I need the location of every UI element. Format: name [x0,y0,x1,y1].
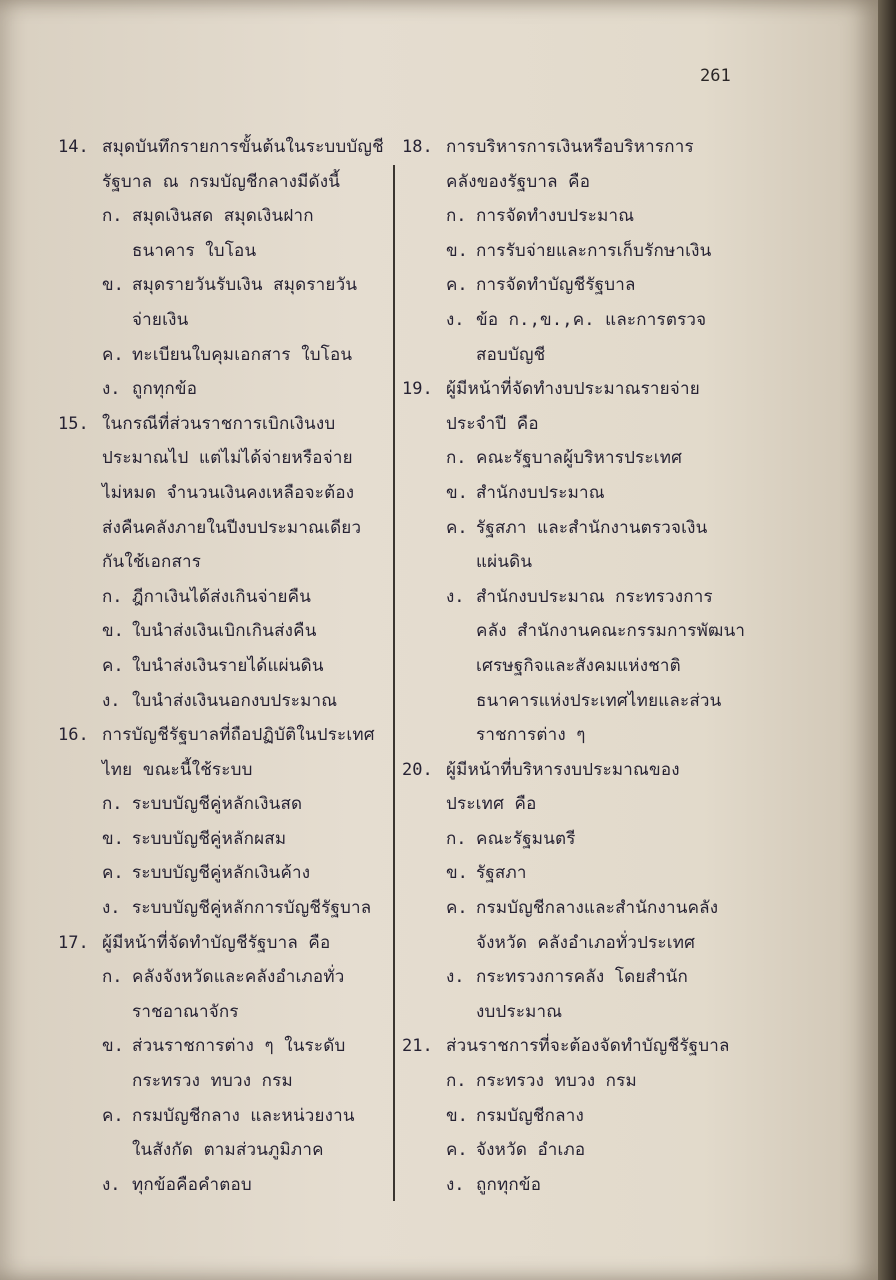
answer-option [402,960,742,995]
option-text: การรับจ่ายและการเก็บรักษาเงิน [476,240,712,261]
option-text: คลังจังหวัดและคลังอำเภอทั่ว [132,967,345,988]
question-text: ส่วนราชการที่จะต้องจัดทำบัญชีรัฐบาล [446,1036,730,1057]
question-item [402,753,742,1030]
option-letter: ข. [102,621,124,642]
option-text: ในสังกัด ตามส่วนภูมิภาค [132,1140,324,1161]
option-letter: ง. [446,1174,465,1195]
question-item [402,1029,742,1202]
answer-option [58,1029,394,1064]
question-text: สมุดบันทึกรายการขั้นต้นในระบบบัญชี [102,137,384,157]
answer-option [58,199,394,234]
answer-option-continuation [402,614,746,649]
option-text: ราชการต่าง ๆ [476,725,586,746]
answer-option [402,1168,742,1203]
option-text: ทะเบียนใบคุมเอกสาร ใบโอน [132,344,353,365]
option-letter: ข. [446,1105,468,1126]
option-text: ถูกทุกข้อ [132,379,198,400]
option-text: การจัดทำงบประมาณ [476,206,635,227]
answer-option [58,891,394,926]
option-letter: ก. [102,586,123,607]
question-line [58,130,394,165]
page-edge [878,0,896,1280]
option-text: สมุดเงินสด สมุดเงินฝาก [132,206,314,227]
option-text: ธนาคาร ใบโอน [132,240,257,261]
option-letter: ค. [102,344,124,365]
question-line [58,407,394,442]
option-text: กรมบัญชีกลางและสำนักงานคลัง [476,898,719,919]
option-letter: ก. [446,1071,467,1092]
answer-option [58,580,394,615]
answer-option-continuation [402,684,742,719]
option-text: แผ่นดิน [476,552,533,573]
option-text: กระทรวงการคลัง โดยสำนัก [476,967,689,988]
page-number: 261 [700,66,731,86]
answer-option-continuation [402,649,742,684]
option-letter: ข. [102,828,124,849]
option-text: ราชอาณาจักร [132,1001,239,1022]
answer-option [58,372,394,407]
option-letter: ค. [102,863,124,884]
option-text: ใบนำส่งเงินเบิกเกินส่งคืน [132,621,317,642]
question-text: ไทย ขณะนี้ใช้ระบบ [102,759,253,780]
option-letter: ค. [446,898,468,919]
answer-option [402,1133,742,1168]
question-number: 15. [58,413,89,434]
question-text: การบัญชีรัฐบาลที่ถือปฏิบัติในประเทศ [102,725,375,746]
left-column [58,130,394,1202]
answer-option-continuation [402,995,742,1030]
question-number: 21. [402,1036,433,1057]
answer-option [58,787,394,822]
option-text: งบประมาณ [476,1001,563,1022]
question-continuation-line [58,511,394,546]
question-number: 16. [58,725,89,746]
question-item [58,718,394,926]
answer-option [402,303,742,338]
option-text: ระบบบัญชีคู่หลักผสม [132,828,287,849]
answer-option-continuation [402,338,742,373]
option-text: จังหวัด อำเภอ [476,1140,586,1161]
option-text: ฎีกาเงินได้ส่งเกินจ่ายคืน [132,586,312,607]
option-text: ระบบบัญชีคู่หลักเงินค้าง [132,863,311,884]
question-continuation-line [402,165,742,200]
answer-option [402,1099,742,1134]
answer-option [58,614,394,649]
question-continuation-line [58,545,394,580]
option-text: ระบบบัญชีคู่หลักการบัญชีรัฐบาล [132,898,372,919]
question-item [402,130,742,372]
option-letter: ข. [446,482,468,503]
option-text: การจัดทำบัญชีรัฐบาล [476,275,636,296]
option-letter: ง. [446,967,465,988]
option-letter: ก. [446,828,467,849]
question-number: 14. [58,137,89,157]
question-line [402,372,742,407]
question-item [58,407,394,718]
option-letter: ก. [446,206,467,227]
option-letter: ค. [446,517,468,538]
answer-option [402,268,742,303]
option-letter: ข. [102,1036,124,1057]
option-letter: ง. [446,586,465,607]
answer-option [58,684,394,719]
answer-option [58,1168,394,1203]
option-letter: ง. [102,898,121,919]
answer-option-continuation [58,1064,394,1099]
question-text: ประจำปี คือ [446,413,539,434]
option-text: กระทรวง ทบวง กรม [132,1071,293,1092]
option-letter: ง. [102,1174,121,1195]
answer-option [402,580,742,615]
option-text: สำนักงบประมาณ กระทรวงการ [476,586,713,607]
question-text: ผู้มีหน้าที่บริหารงบประมาณของ [446,759,680,780]
option-text: คณะรัฐบาลผู้บริหารประเทศ [476,448,683,469]
right-column [402,130,746,1202]
answer-option [402,822,742,857]
option-text: ธนาคารแห่งประเทศไทยและส่วน [476,690,722,711]
question-continuation-line [58,753,394,788]
answer-option [402,234,742,269]
option-text: ถูกทุกข้อ [476,1174,542,1195]
answer-option [58,268,394,303]
option-letter: ข. [446,863,468,884]
answer-option [58,649,394,684]
option-text: ข้อ ก.,ข.,ค. และการตรวจ [476,309,707,330]
answer-option [58,856,394,891]
option-text: กรมบัญชีกลาง และหน่วยงาน [132,1105,355,1126]
question-item [58,926,394,1203]
option-text: สอบบัญชี [476,344,546,365]
option-text: ระบบบัญชีคู่หลักเงินสด [132,794,303,815]
option-text: รัฐสภา [476,863,527,884]
question-number: 19. [402,379,433,400]
question-continuation-line [58,441,394,476]
question-number: 18. [402,137,433,157]
option-text: คลัง สำนักงานคณะกรรมการพัฒนา [476,621,746,642]
answer-option [402,1064,742,1099]
answer-option [402,441,742,476]
question-text: ประมาณไป แต่ไม่ได้จ่ายหรือจ่าย [102,448,353,469]
answer-option [58,338,394,373]
option-text: กระทรวง ทบวง กรม [476,1071,637,1092]
answer-option-continuation [58,303,394,338]
option-letter: ค. [446,1140,468,1161]
answer-option-continuation [58,234,394,269]
option-letter: ง. [102,690,121,711]
question-text: ส่งคืนคลังภายในปีงบประมาณเดียว [102,517,362,538]
answer-option-continuation [58,995,394,1030]
option-letter: ง. [102,379,121,400]
option-text: จังหวัด คลังอำเภอทั่วประเทศ [476,932,696,953]
answer-option-continuation [402,926,742,961]
option-text: รัฐสภา และสำนักงานตรวจเงิน [476,517,708,538]
option-text: ใบนำส่งเงินรายได้แผ่นดิน [132,655,324,676]
option-letter: ค. [446,275,468,296]
option-text: สมุดรายวันรับเงิน สมุดรายวัน [132,275,358,296]
question-continuation-line [402,407,742,442]
question-continuation-line [58,476,394,511]
question-continuation-line [58,165,394,200]
answer-option [402,199,742,234]
option-letter: ค. [102,655,124,676]
option-letter: ข. [446,240,468,261]
answer-option [58,1099,394,1134]
question-line [402,1029,742,1064]
answer-option [402,476,742,511]
question-item [402,372,746,753]
answer-option-continuation [402,718,742,753]
answer-option [402,511,742,546]
option-text: จ่ายเงิน [132,309,189,330]
option-text: สำนักงบประมาณ [476,482,605,503]
option-text: ใบนำส่งเงินนอกงบประมาณ [132,690,338,711]
question-text: ผู้มีหน้าที่จัดทำงบประมาณรายจ่าย [446,379,700,400]
question-line [402,130,742,165]
option-text: ทุกข้อคือคำตอบ [132,1174,252,1195]
question-text: คลังของรัฐบาล คือ [446,171,591,192]
question-text: กันใช้เอกสาร [102,552,202,573]
question-text: ไม่หมด จำนวนเงินคงเหลือจะต้อง [102,482,355,503]
question-line [58,718,394,753]
option-letter: ค. [102,1105,124,1126]
option-text: ส่วนราชการต่าง ๆ ในระดับ [132,1036,346,1057]
question-line [402,753,742,788]
option-text: กรมบัญชีกลาง [476,1105,585,1126]
question-text: ประเทศ คือ [446,794,537,815]
answer-option [402,856,742,891]
question-item [58,130,394,407]
option-text: คณะรัฐมนตรี [476,828,576,849]
answer-option-continuation [58,1133,394,1168]
question-text: ในกรณีที่ส่วนราชการเบิกเงินงบ [102,413,336,434]
answer-option [402,891,742,926]
question-number: 20. [402,759,433,780]
option-letter: ก. [102,967,123,988]
option-letter: ข. [102,275,124,296]
option-letter: ก. [102,794,123,815]
question-text: รัฐบาล ณ กรมบัญชีกลางมีดังนี้ [102,171,341,192]
option-text: เศรษฐกิจและสังคมแห่งชาติ [476,655,681,676]
answer-option [58,960,394,995]
answer-option-continuation [402,545,742,580]
option-letter: ก. [102,206,123,227]
question-number: 17. [58,932,89,953]
question-continuation-line [402,787,742,822]
option-letter: ง. [446,309,465,330]
answer-option [58,822,394,857]
option-letter: ก. [446,448,467,469]
question-line [58,926,394,961]
question-text: ผู้มีหน้าที่จัดทำบัญชีรัฐบาล คือ [102,932,331,953]
question-text: การบริหารการเงินหรือบริหารการ [446,137,694,157]
